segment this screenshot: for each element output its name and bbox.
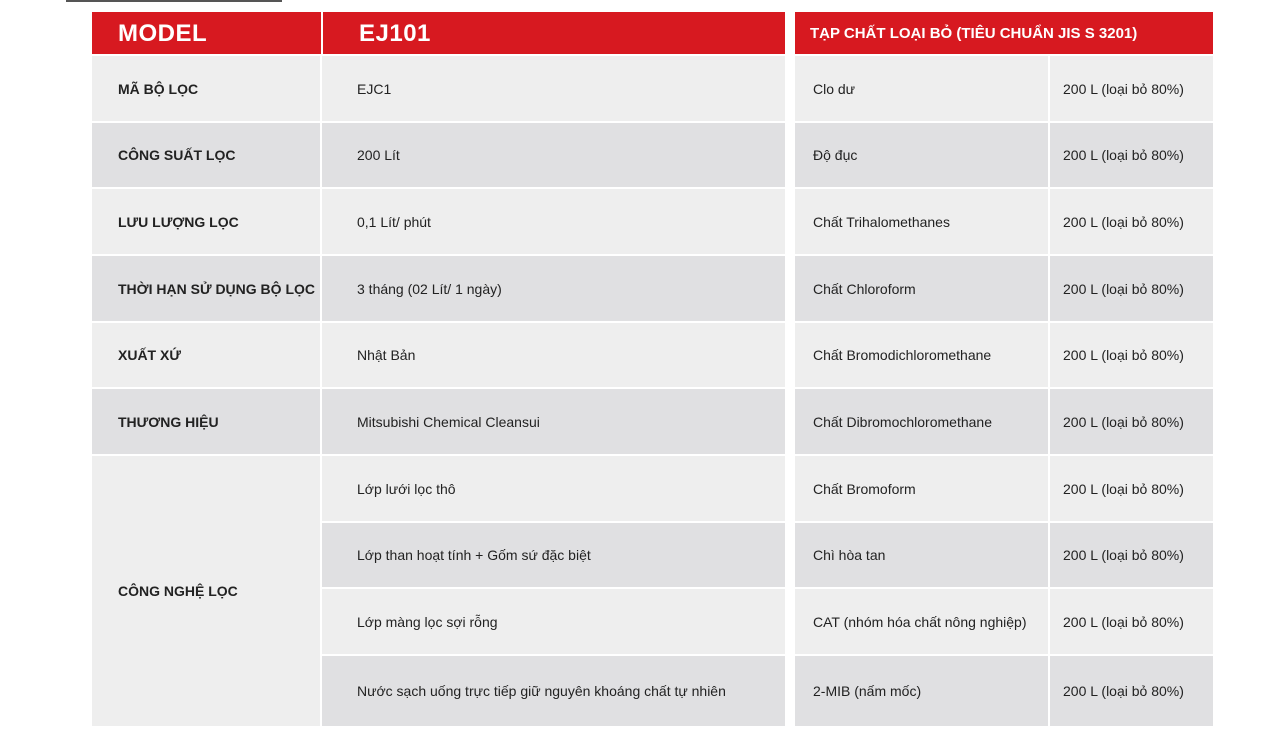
technology-layer: Lớp màng lọc sợi rỗng (322, 587, 785, 654)
spec-value: Mitsubishi Chemical Cleansui (357, 413, 540, 430)
table-row (795, 454, 1213, 521)
impurity-name: Chất Chloroform (795, 256, 1050, 321)
table-row (795, 54, 1213, 121)
table-row (795, 587, 1213, 654)
top-divider-line (66, 0, 282, 2)
spec-label: MÃ BỘ LỌC (92, 56, 322, 121)
impurity-name: Chất Bromodichloromethane (795, 323, 1050, 387)
impurity-value: 200 L (loại bỏ 80%) (1063, 547, 1184, 563)
impurity-value: 200 L (loại bỏ 80%) (1063, 280, 1184, 297)
impurity-name: Độ đục (795, 123, 1050, 187)
table-row (795, 254, 1213, 321)
table-row (92, 254, 785, 321)
impurity-value: 200 L (loại bỏ 80%) (1063, 413, 1184, 430)
impurity-value: 200 L (loại bỏ 80%) (1063, 347, 1184, 363)
spec-value: 0,1 Lít/ phút (357, 213, 431, 230)
table-row (92, 54, 785, 121)
impurity-name: Chì hòa tan (795, 523, 1050, 587)
technology-layer: Nước sạch uống trực tiếp giữ nguyên khoáng chất tự nhiên (322, 654, 785, 726)
spec-label: THƯƠNG HIỆU (92, 389, 322, 454)
spec-value: 3 tháng (02 Lít/ 1 ngày) (357, 280, 502, 297)
impurity-value: 200 L (loại bỏ 80%) (1063, 213, 1184, 230)
impurity-value: 200 L (loại bỏ 80%) (1063, 147, 1184, 163)
model-header-label: MODEL (118, 20, 208, 47)
table-row (92, 187, 785, 254)
header-separator (321, 12, 323, 54)
table-row (795, 321, 1213, 387)
spec-value: Nhật Bản (357, 347, 416, 363)
table-row (92, 321, 785, 387)
impurity-name: CAT (nhóm hóa chất nông nghiệp) (795, 589, 1050, 654)
impurities-header-title: TẠP CHẤT LOẠI BỎ (TIÊU CHUẨN JIS S 3201) (810, 25, 1138, 42)
table-row (795, 121, 1213, 187)
table-row (795, 521, 1213, 587)
spec-label: CÔNG SUẤT LỌC (92, 123, 322, 187)
table-row (795, 654, 1213, 726)
impurity-name: 2-MIB (nấm mốc) (795, 656, 1050, 726)
impurity-name: Chất Dibromochloromethane (795, 389, 1050, 454)
impurity-name: Chất Trihalomethanes (795, 189, 1050, 254)
table-row (92, 121, 785, 187)
technology-layer: Lớp than hoạt tính + Gốm sứ đặc biệt (322, 521, 785, 587)
spec-label: XUẤT XỨ (92, 323, 322, 387)
technology-layers (322, 454, 785, 726)
impurity-value: 200 L (loại bỏ 80%) (1063, 613, 1184, 630)
impurities-table (795, 12, 1213, 726)
impurity-value: 200 L (loại bỏ 80%) (1063, 80, 1184, 97)
specs-table-header (92, 12, 785, 54)
table-row (795, 187, 1213, 254)
technology-row (92, 454, 785, 726)
table-row (795, 387, 1213, 454)
spec-label: LƯU LƯỢNG LỌC (92, 189, 322, 254)
impurity-value: 200 L (loại bỏ 80%) (1063, 480, 1184, 497)
spec-label: THỜI HẠN SỬ DỤNG BỘ LỌC (92, 256, 322, 321)
technology-label: CÔNG NGHỆ LỌC (92, 454, 322, 726)
impurities-table-header (795, 12, 1213, 54)
model-name: EJ101 (359, 20, 431, 47)
spec-value: EJC1 (357, 80, 392, 97)
specs-table (92, 12, 785, 726)
table-row (92, 387, 785, 454)
impurity-value: 200 L (loại bỏ 80%) (1063, 683, 1184, 699)
spec-value: 200 Lít (357, 147, 400, 163)
impurity-name: Clo dư (795, 56, 1050, 121)
technology-layer: Lớp lưới lọc thô (322, 454, 785, 521)
impurity-name: Chất Bromoform (795, 456, 1050, 521)
